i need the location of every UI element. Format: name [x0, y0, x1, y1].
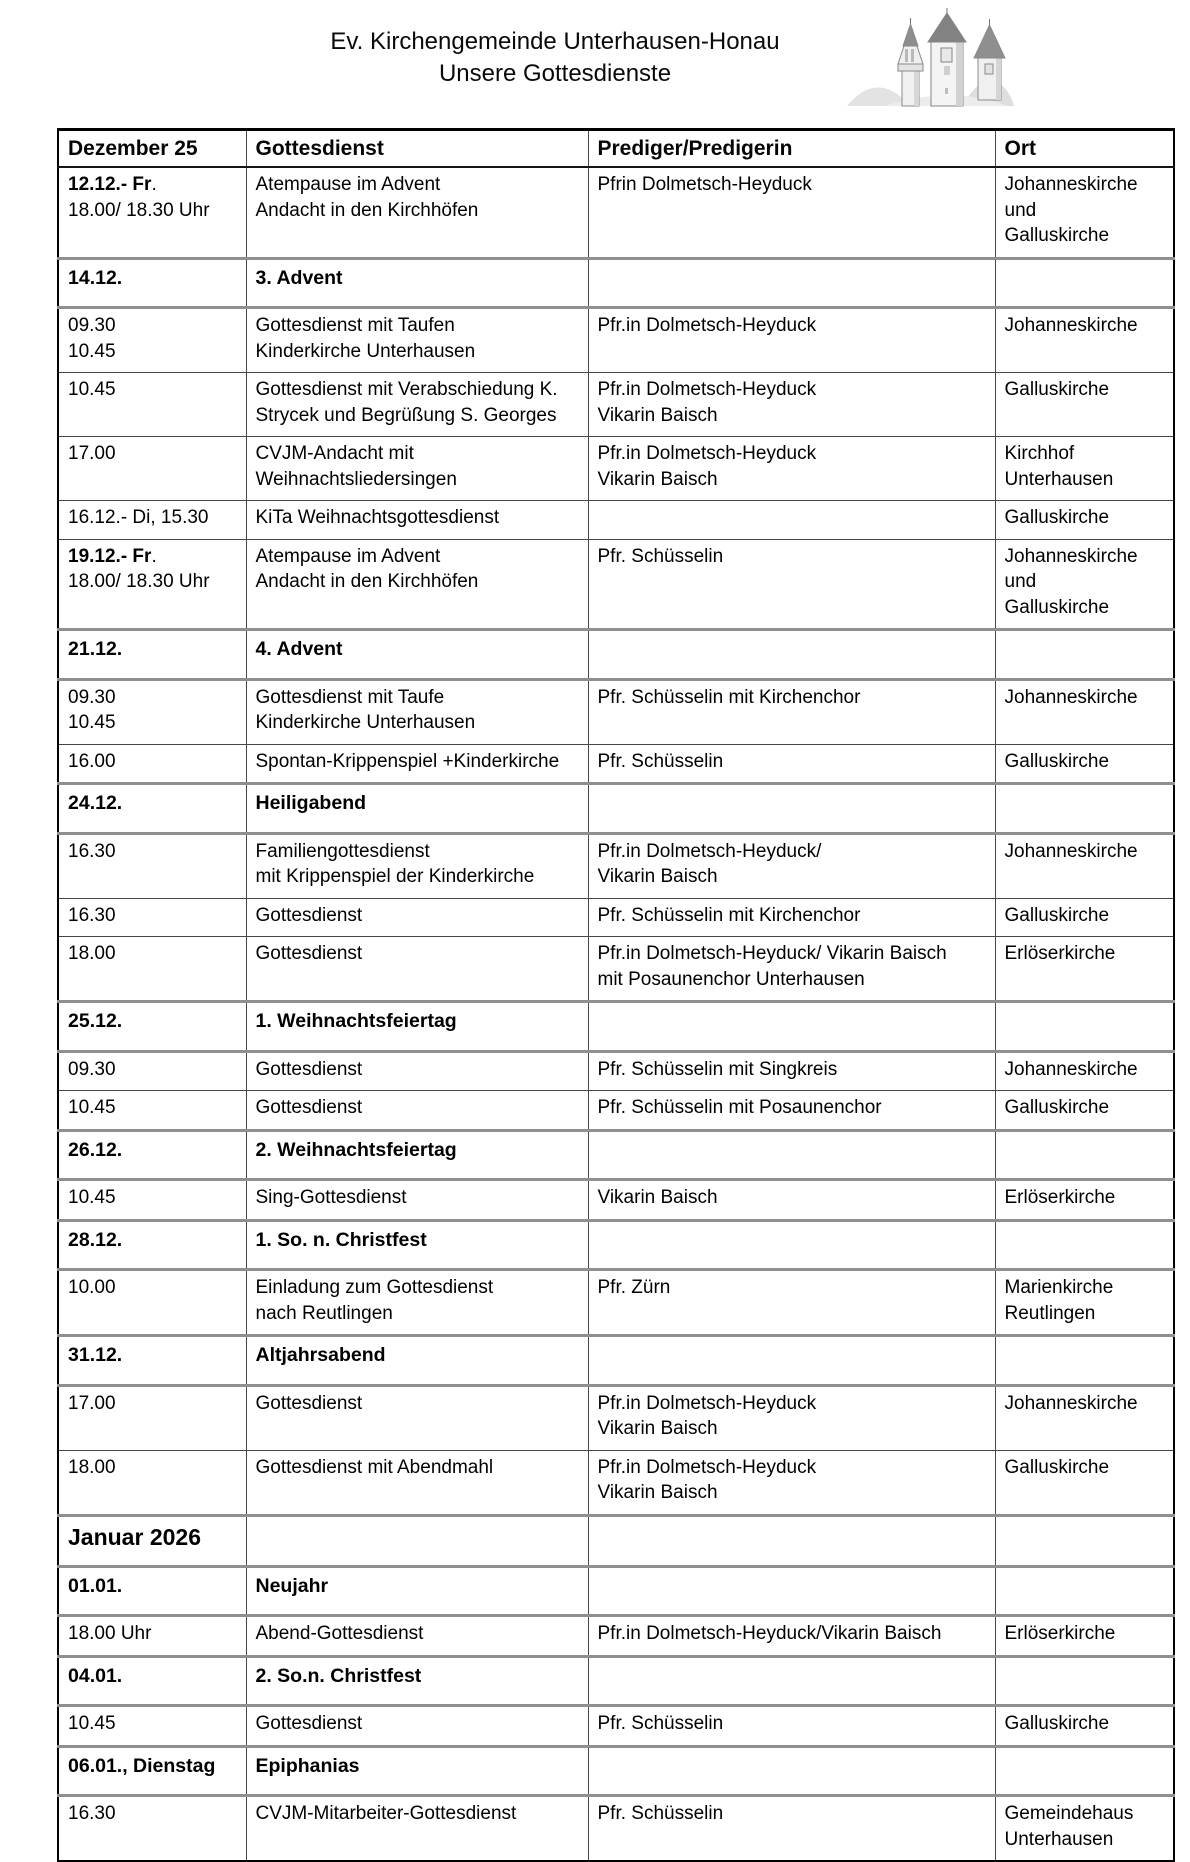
cell-preacher: Pfr.in Dolmetsch-Heyduck Vikarin Baisch	[588, 373, 995, 437]
cell-ort	[995, 258, 1174, 308]
table-row	[58, 1656, 1174, 1706]
cell-ort: Johanneskirche	[995, 833, 1174, 898]
cell-date: 10.45	[58, 373, 246, 437]
cell-date: 18.00 Uhr	[58, 1616, 246, 1657]
cell-ort: Galluskirche	[995, 898, 1174, 937]
table-row	[58, 1706, 1174, 1747]
cell-date: 10.45	[58, 1180, 246, 1221]
cell-service: Gottesdienst mit Abendmahl	[246, 1450, 588, 1515]
cell-ort	[995, 1220, 1174, 1270]
cell-ort	[995, 1336, 1174, 1386]
cell-service: Gottesdienst	[246, 1706, 588, 1747]
cell-ort	[995, 1566, 1174, 1616]
schedule-table	[57, 128, 1175, 1862]
cell-date: 09.30 10.45	[58, 679, 246, 744]
cell-date: 16.00	[58, 744, 246, 784]
cell-date: 16.30	[58, 833, 246, 898]
table-row	[58, 630, 1174, 680]
cell-service: Altjahrsabend	[246, 1336, 588, 1386]
cell-preacher: Pfr.in Dolmetsch-Heyduck Vikarin Baisch	[588, 1385, 995, 1450]
table-row	[58, 1130, 1174, 1180]
cell-ort: Johanneskirche und Galluskirche	[995, 167, 1174, 258]
cell-date: 24.12.	[58, 784, 246, 834]
cell-ort	[995, 784, 1174, 834]
cell-preacher	[588, 1336, 995, 1386]
cell-service: Gottesdienst	[246, 898, 588, 937]
cell-date: 28.12.	[58, 1220, 246, 1270]
cell-service: 2. Weihnachtsfeiertag	[246, 1130, 588, 1180]
cell-date: 17.00	[58, 437, 246, 501]
cell-date: 16.30	[58, 898, 246, 937]
cell-preacher	[588, 1130, 995, 1180]
cell-preacher: Pfr. Schüsselin mit Kirchenchor	[588, 898, 995, 937]
column-header-ort: Ort	[995, 130, 1174, 168]
cell-ort: Galluskirche	[995, 373, 1174, 437]
cell-ort: Johanneskirche und Galluskirche	[995, 539, 1174, 630]
cell-ort: Johanneskirche	[995, 1385, 1174, 1450]
cell-ort	[995, 1515, 1174, 1566]
cell-service: Atempause im Advent Andacht in den Kirchhöfen	[246, 539, 588, 630]
cell-date: 09.30	[58, 1051, 246, 1091]
cell-service: 1. So. n. Christfest	[246, 1220, 588, 1270]
table-row	[58, 167, 1174, 258]
cell-service: Heiligabend	[246, 784, 588, 834]
cell-ort	[995, 1130, 1174, 1180]
cell-preacher	[588, 1566, 995, 1616]
column-header-service: Gottesdienst	[246, 130, 588, 168]
table-row	[58, 1616, 1174, 1657]
cell-ort: Galluskirche	[995, 1450, 1174, 1515]
cell-date: 16.30	[58, 1796, 246, 1862]
table-row	[58, 1002, 1174, 1052]
title-line-2: Unsere Gottesdienste	[438, 60, 672, 87]
table-row	[58, 1566, 1174, 1616]
cell-service: Gottesdienst	[246, 1091, 588, 1131]
church-towers-icon	[845, 8, 1015, 108]
table-row	[58, 501, 1174, 540]
table-row	[58, 784, 1174, 834]
cell-ort: Johanneskirche	[995, 308, 1174, 373]
cell-date: 31.12.	[58, 1336, 246, 1386]
cell-preacher: Pfr. Schüsselin	[588, 1706, 995, 1747]
cell-date: 18.00	[58, 1450, 246, 1515]
cell-preacher	[588, 630, 995, 680]
cell-preacher: Pfr.in Dolmetsch-Heyduck	[588, 308, 995, 373]
table-row	[58, 1385, 1174, 1450]
cell-date: 18.00	[58, 937, 246, 1002]
cell-ort	[995, 1746, 1174, 1796]
table-row	[58, 937, 1174, 1002]
cell-ort: Erlöserkirche	[995, 937, 1174, 1002]
cell-preacher: Pfr. Schüsselin	[588, 539, 995, 630]
cell-preacher: Pfr.in Dolmetsch-Heyduck Vikarin Baisch	[588, 1450, 995, 1515]
cell-date: 04.01.	[58, 1656, 246, 1706]
cell-preacher: Pfrin Dolmetsch-Heyduck	[588, 167, 995, 258]
cell-preacher: Pfr. Schüsselin mit Posaunenchor	[588, 1091, 995, 1131]
cell-service: Gottesdienst mit Verabschiedung K. Strycek und Begrüßung S. Georges	[246, 373, 588, 437]
cell-ort: Erlöserkirche	[995, 1180, 1174, 1221]
cell-service: Einladung zum Gottesdienst nach Reutlingen	[246, 1270, 588, 1336]
table-row	[58, 1270, 1174, 1336]
cell-service: Neujahr	[246, 1566, 588, 1616]
column-header-date: Dezember 25	[58, 130, 246, 168]
table-row	[58, 437, 1174, 501]
cell-ort: Kirchhof Unterhausen	[995, 437, 1174, 501]
cell-preacher: Pfr.in Dolmetsch-Heyduck/Vikarin Baisch	[588, 1616, 995, 1657]
cell-date: 12.12.- Fr. 18.00/ 18.30 Uhr	[58, 167, 246, 258]
cell-ort: Galluskirche	[995, 1706, 1174, 1747]
cell-preacher: Pfr. Schüsselin mit Kirchenchor	[588, 679, 995, 744]
cell-ort: Johanneskirche	[995, 679, 1174, 744]
cell-date: 16.12.- Di, 15.30	[58, 501, 246, 540]
cell-date: Januar 2026	[58, 1515, 246, 1566]
cell-preacher	[588, 1515, 995, 1566]
cell-date: 21.12.	[58, 630, 246, 680]
table-row	[58, 1051, 1174, 1091]
cell-preacher	[588, 1002, 995, 1052]
cell-service: CVJM-Andacht mit Weihnachtsliedersingen	[246, 437, 588, 501]
cell-preacher: Pfr.in Dolmetsch-Heyduck/ Vikarin Baisch	[588, 833, 995, 898]
table-row	[58, 258, 1174, 308]
cell-service: Atempause im Advent Andacht in den Kirchhöfen	[246, 167, 588, 258]
table-row	[58, 1180, 1174, 1221]
cell-service: 1. Weihnachtsfeiertag	[246, 1002, 588, 1052]
cell-ort: Gemeindehaus Unterhausen	[995, 1796, 1174, 1862]
cell-service: Familiengottesdienst mit Krippenspiel der Kinderkirche	[246, 833, 588, 898]
church-towers-illustration	[845, 8, 1015, 108]
cell-ort	[995, 630, 1174, 680]
table-row	[58, 1336, 1174, 1386]
table-row	[58, 744, 1174, 784]
table-row	[58, 308, 1174, 373]
cell-ort: Galluskirche	[995, 744, 1174, 784]
cell-preacher: Pfr.in Dolmetsch-Heyduck Vikarin Baisch	[588, 437, 995, 501]
cell-service: Gottesdienst	[246, 1385, 588, 1450]
cell-preacher: Vikarin Baisch	[588, 1180, 995, 1221]
column-header-preacher: Prediger/Predigerin	[588, 130, 995, 168]
cell-service: Gottesdienst	[246, 1051, 588, 1091]
cell-service: Sing-Gottesdienst	[246, 1180, 588, 1221]
cell-ort: Galluskirche	[995, 1091, 1174, 1131]
cell-ort: Marienkirche Reutlingen	[995, 1270, 1174, 1336]
cell-date: 01.01.	[58, 1566, 246, 1616]
cell-date: 19.12.- Fr. 18.00/ 18.30 Uhr	[58, 539, 246, 630]
cell-ort	[995, 1002, 1174, 1052]
cell-preacher	[588, 1746, 995, 1796]
cell-date: 10.45	[58, 1091, 246, 1131]
cell-preacher	[588, 501, 995, 540]
cell-service: Gottesdienst mit Taufe Kinderkirche Unterhausen	[246, 679, 588, 744]
cell-service: KiTa Weihnachtsgottesdienst	[246, 501, 588, 540]
table-row	[58, 1796, 1174, 1862]
cell-service: 2. So.n. Christfest	[246, 1656, 588, 1706]
table-row	[58, 1515, 1174, 1566]
cell-service: Spontan-Krippenspiel +Kinderkirche	[246, 744, 588, 784]
title-line-1: Ev. Kirchengemeinde Unterhausen-Honau	[330, 28, 780, 55]
cell-ort: Johanneskirche	[995, 1051, 1174, 1091]
cell-date: 10.00	[58, 1270, 246, 1336]
cell-date: 25.12.	[58, 1002, 246, 1052]
cell-service: Abend-Gottesdienst	[246, 1616, 588, 1657]
cell-date: 06.01., Dienstag	[58, 1746, 246, 1796]
cell-service: Gottesdienst mit Taufen Kinderkirche Unterhausen	[246, 308, 588, 373]
table-row	[58, 1450, 1174, 1515]
cell-preacher: Pfr. Zürn	[588, 1270, 995, 1336]
cell-preacher: Pfr. Schüsselin mit Singkreis	[588, 1051, 995, 1091]
table-row	[58, 1220, 1174, 1270]
cell-service: CVJM-Mitarbeiter-Gottesdienst	[246, 1796, 588, 1862]
cell-service	[246, 1515, 588, 1566]
cell-preacher: Pfr. Schüsselin	[588, 1796, 995, 1862]
table-row	[58, 1746, 1174, 1796]
cell-ort: Galluskirche	[995, 501, 1174, 540]
cell-service: 3. Advent	[246, 258, 588, 308]
cell-service: Gottesdienst	[246, 937, 588, 1002]
table-row	[58, 539, 1174, 630]
cell-preacher: Pfr.in Dolmetsch-Heyduck/ Vikarin Baisch mit Posaunenchor Unterhausen	[588, 937, 995, 1002]
cell-date: 17.00	[58, 1385, 246, 1450]
table-row	[58, 898, 1174, 937]
cell-preacher	[588, 784, 995, 834]
cell-ort: Erlöserkirche	[995, 1616, 1174, 1657]
cell-service: Epiphanias	[246, 1746, 588, 1796]
cell-preacher	[588, 1656, 995, 1706]
table-row	[58, 373, 1174, 437]
table-row	[58, 679, 1174, 744]
cell-date: 26.12.	[58, 1130, 246, 1180]
cell-preacher	[588, 1220, 995, 1270]
cell-date: 14.12.	[58, 258, 246, 308]
table-row	[58, 833, 1174, 898]
cell-service: 4. Advent	[246, 630, 588, 680]
cell-preacher	[588, 258, 995, 308]
cell-preacher: Pfr. Schüsselin	[588, 744, 995, 784]
cell-date: 10.45	[58, 1706, 246, 1747]
header-row	[58, 130, 1174, 168]
cell-ort	[995, 1656, 1174, 1706]
table-row	[58, 1091, 1174, 1131]
cell-date: 09.30 10.45	[58, 308, 246, 373]
schedule-section	[57, 128, 1173, 1862]
